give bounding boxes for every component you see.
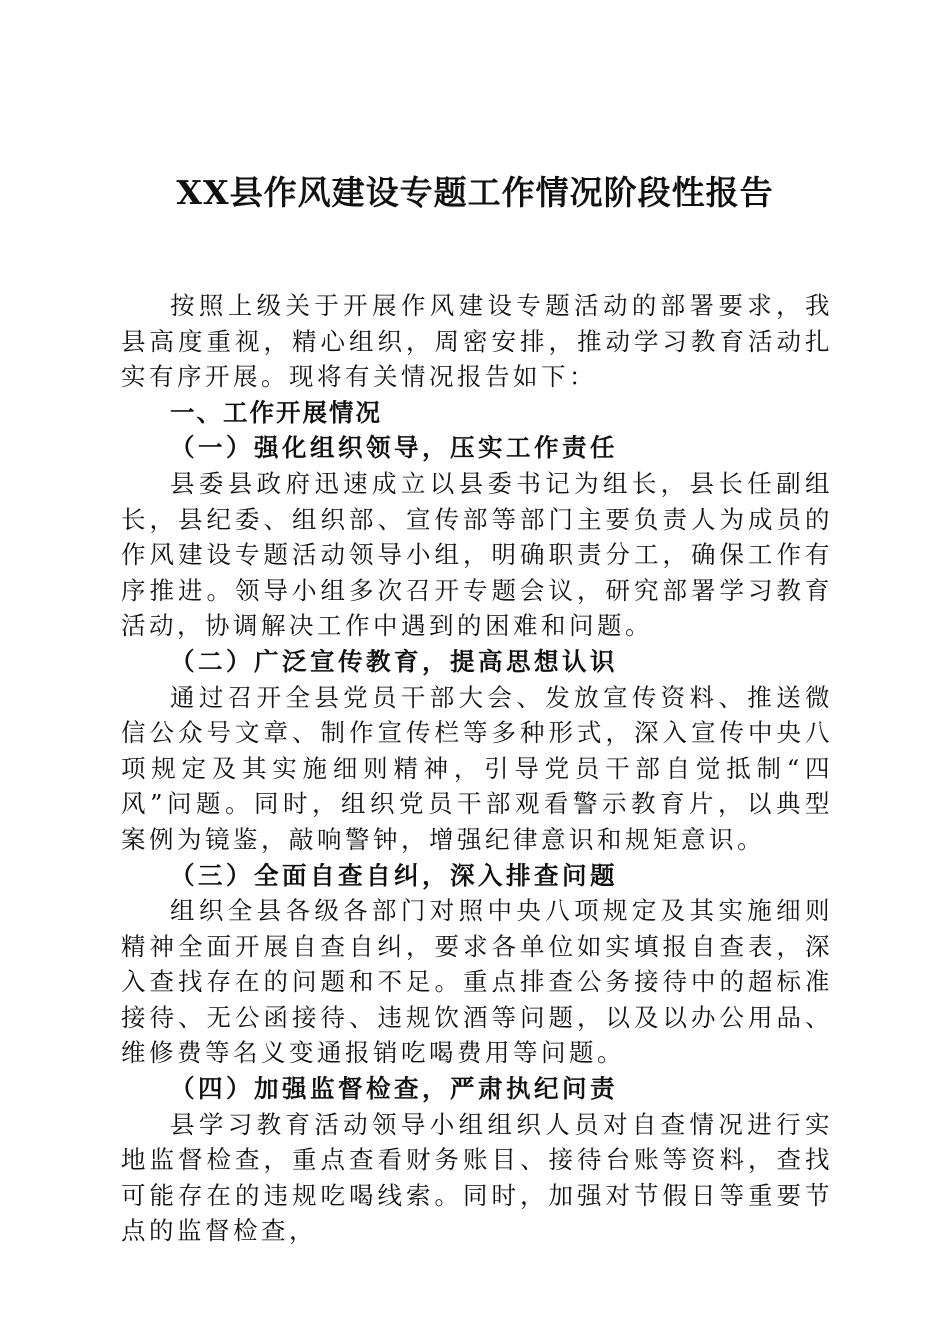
intro-paragraph: 按照上级关于开展作风建设专题活动的部署要求，我县高度重视，精心组织，周密安排，推动学习教育活动扎实有序开展。现将有关情况报告如下： <box>121 291 833 392</box>
subsection-paragraph: 县学习教育活动领导小组组织人员对自查情况进行实地监督检查，重点查看财务账目、接待台账等资料，查找可能存在的违规吃喝线索。同时，加强对节假日等重要节点的监督检查， <box>121 1109 833 1246</box>
subsection-heading: （二）广泛宣传教育，提高思想认识 <box>170 646 618 676</box>
subsection-heading: （四）加强监督检查，严肃执纪问责 <box>170 1074 618 1104</box>
subsection-paragraph: 县委县政府迅速成立以县委书记为组长，县长任副组长，县纪委、组织部、宣传部等部门主要负责人为成员的作风建设专题活动领导小组，明确职责分工，确保工作有序推进。领导小组多次召开专题会议，研究部署学习教育活动，协调解决工作中遇到的困难和问题。 <box>121 468 833 641</box>
subsection-paragraph: 组织全县各级各部门对照中央八项规定及其实施细则精神全面开展自查自纠，要求各单位如实填报自查表，深入查找存在的问题和不足。重点排查公务接待中的超标准接待、无公函接待、违规饮酒等问题，以及以办公用品、维修费等名义变通报销吃喝费用等问题。 <box>121 896 833 1068</box>
subsection-paragraph: 通过召开全县党员干部大会、发放宣传资料、推送微信公众号文章、制作宣传栏等多种形式，深入宣传中央八项规定及其实施细则精神，引导党员干部自觉抵制“四风”问题。同时，组织党员干部观看警示教育片，以典型案例为镜鉴，敲响警钟，增强纪律意识和规矩意识。 <box>121 682 833 854</box>
document-title: XX县作风建设专题工作情况阶段性报告 <box>176 173 774 212</box>
subsection-heading: （三）全面自查自纠，深入排查问题 <box>170 860 618 890</box>
subsection-heading: （一）强化组织领导，压实工作责任 <box>170 433 618 463</box>
document-body <box>121 288 833 1249</box>
section-heading: 一、工作开展情况 <box>170 397 382 427</box>
